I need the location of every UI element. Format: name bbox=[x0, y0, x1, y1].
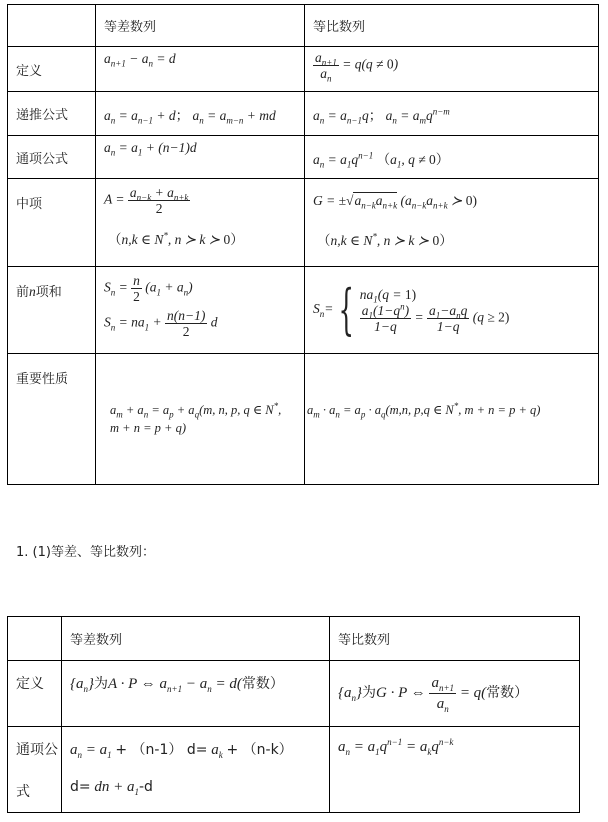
row-label: 中项 bbox=[8, 179, 96, 267]
table-row-general-term bbox=[8, 136, 599, 179]
table-row-middle-term bbox=[8, 179, 599, 267]
header-arithmetic: 等差数列 bbox=[62, 617, 330, 661]
geo-recurrence: $a_n = a_{n-1}q$； $a_n = a_mq^{n-m}$ bbox=[305, 92, 599, 136]
table-header-row bbox=[8, 617, 580, 661]
header-geometric: 等比数列 bbox=[305, 5, 599, 47]
table-row-properties bbox=[8, 354, 599, 485]
geo-partial-sum: $S_n=$ { $na_1(q = 1)$ $\frac{a_1(1-q^n)}{1-q}$ = $\frac{a_1-a_nq}{1-q}$ (q ≥ 2) bbox=[305, 267, 599, 354]
header-empty-cell bbox=[8, 617, 62, 661]
table-header-row bbox=[8, 5, 599, 47]
table-row-definition bbox=[8, 47, 599, 92]
arith-properties: $a_m + a_n = a_p + a_q(m$, n, p, q ∈ N*, m + n = p + q) bbox=[96, 354, 305, 485]
geo-definition: $\{a_n\}$为G · P ⇔ $\frac{a_{n+1}}{a_n}$ = q(常数） bbox=[330, 661, 580, 727]
arith-general-term: $a_n = a_1 + (n-1)d$ bbox=[96, 136, 305, 179]
header-empty-cell bbox=[8, 5, 96, 47]
arith-recurrence: $a_n = a_{n-1} + d$； $a_n = a_{m-n}$ + md bbox=[96, 92, 305, 136]
geo-definition: $\frac{a_{n+1}}{a_n}$ = q(q ≠ 0) bbox=[305, 47, 599, 92]
row-label: 通项公 式 bbox=[8, 727, 62, 813]
arith-partial-sum: $S_n$ = $\frac{n}{2}$ $(a_1 + a_n)$ $S_n = na_1$ + $\frac{n(n-1)}{2}$ d bbox=[96, 267, 305, 354]
row-label: 定义 bbox=[8, 661, 62, 727]
row-label: 通项公式 bbox=[8, 136, 96, 179]
table-row-recurrence bbox=[8, 92, 599, 136]
arith-definition: $\{a_n\}$为A · P ⇔ $a_{n+1} - a_n = d$(常数） bbox=[62, 661, 330, 727]
table-row-definition bbox=[8, 661, 580, 727]
table-row-partial-sum bbox=[8, 267, 599, 354]
geo-properties: $a_m \cdot a_n = a_p \cdot a_q(m,n$, p,q ∈ N*, m + n = p + q) bbox=[305, 354, 599, 485]
geo-general-term: $a_n = a_1q^{n-1}$ （$a_1$, q ≠ 0） bbox=[305, 136, 599, 179]
arith-general-term: $a_n = a_1 + (n-1)$ $d= a_k + (n-k)$ d= dn + $a_1-d$ bbox=[62, 727, 330, 813]
row-label: 前n项和 bbox=[8, 267, 96, 354]
header-arithmetic: 等差数列 bbox=[96, 5, 305, 47]
arith-definition: $a_{n+1} - a_n = d$ bbox=[96, 47, 305, 92]
row-label: 定义 bbox=[8, 47, 96, 92]
sequence-definition-table bbox=[7, 616, 580, 813]
table-row-general-term bbox=[8, 727, 580, 813]
arith-middle-term: A = $\frac{a_{n-k} + a_{n+k}}{2}$ （n,k ∈ N*, n ≻ k ≻ 0） bbox=[96, 179, 305, 267]
row-label: 重要性质 bbox=[8, 354, 96, 485]
sequence-comparison-table bbox=[7, 4, 599, 485]
geo-middle-term: $G = \pm√a_{n-k}a_{n+k}$ ($a_{n-k}a_{n+k}$ ≻ 0) （n,k ∈ N*, n ≻ k ≻ 0） bbox=[305, 179, 599, 267]
section-heading: 1. (1)等差、等比数列： bbox=[16, 545, 155, 560]
row-label: 递推公式 bbox=[8, 92, 96, 136]
geo-general-term: $a_n = a_1q^{n-1} = a_kq^{n-k}$ bbox=[330, 727, 580, 813]
header-geometric: 等比数列 bbox=[330, 617, 580, 661]
